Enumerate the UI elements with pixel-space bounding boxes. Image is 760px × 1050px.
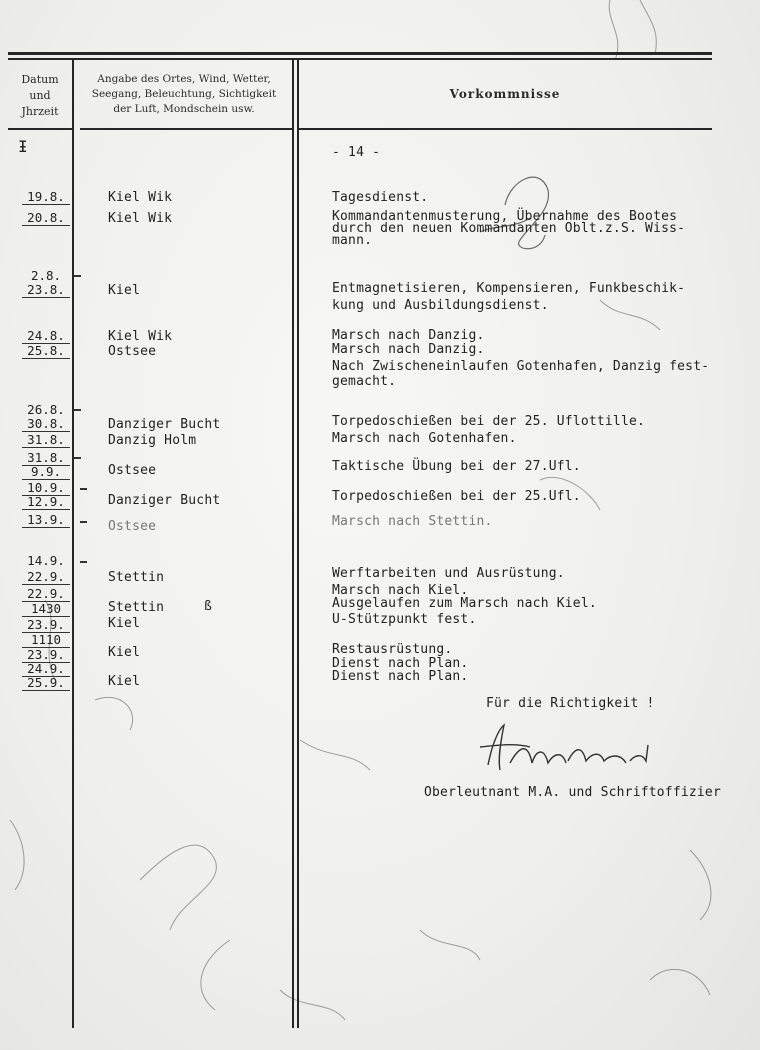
- event-entry: Restausrüstung.: [332, 642, 453, 657]
- date-range-dash: [80, 488, 87, 490]
- header-date-time: [8, 72, 72, 120]
- date-entry: 14.9.: [27, 553, 65, 568]
- date-entry: 20.8.: [22, 211, 70, 226]
- date-entry: 24.9.: [22, 662, 70, 677]
- event-entry: Tagesdienst.: [332, 190, 429, 205]
- date-entry: 13.9.: [22, 513, 70, 528]
- place-entry: Kiel Wik: [108, 329, 173, 344]
- event-entry: Werftarbeiten und Ausrüstung.: [332, 566, 565, 581]
- date-entry: 2.8.: [30, 268, 62, 283]
- date-entry: 12.9.: [22, 495, 70, 510]
- event-entry: Taktische Übung bei der 27.Ufl.: [332, 459, 581, 474]
- place-entry: Ostsee: [108, 344, 157, 359]
- date-range-dash: [74, 457, 81, 459]
- event-entry: Ausgelaufen zum Marsch nach Kiel.: [332, 596, 597, 611]
- top-rule-thick: [8, 52, 712, 55]
- event-entry: Marsch nach Stettin.: [332, 514, 493, 529]
- place-entry: Ostsee: [108, 519, 157, 534]
- date-entry: 1110: [22, 633, 70, 648]
- place-entry: Kiel Wik: [108, 211, 173, 226]
- certification-line: Für die Richtigkeit !: [486, 696, 655, 711]
- place-entry: Danziger Bucht: [108, 417, 221, 432]
- event-entry: Nach Zwischeneinlaufen Gotenhafen, Danzig fest-: [332, 359, 710, 374]
- place-entry: Danziger Bucht: [108, 493, 221, 508]
- header-rule-mid: [80, 128, 292, 130]
- date-entry: 9.9.: [22, 465, 70, 480]
- event-entry: Marsch nach Kiel.: [332, 583, 469, 598]
- place-entry: Kiel: [108, 645, 141, 660]
- date-range-dash: [80, 521, 87, 523]
- date-entry: 22.9.: [22, 587, 70, 602]
- column-divider-2a: [292, 58, 294, 1028]
- top-rule-thin: [8, 58, 712, 60]
- event-entry: Kommandantenmusterung, Übernahme des Bootes: [332, 209, 678, 224]
- place-entry: Kiel: [108, 283, 141, 298]
- date-range-dash: [74, 275, 81, 277]
- place-entry: Stettin: [108, 600, 165, 615]
- date-entry: 1430: [22, 602, 70, 617]
- header-date-line2: und: [29, 89, 51, 102]
- place-entry: Kiel: [108, 674, 141, 689]
- header-location-line2: Seegang, Beleuchtung, Sichtigkeit: [91, 88, 277, 100]
- place-entry: Ostsee: [108, 463, 157, 478]
- event-entry: Torpedoschießen bei der 25. Uflottille.: [332, 414, 646, 429]
- handwritten-signature: [470, 715, 670, 785]
- header-location-weather: [76, 72, 292, 117]
- date-entry: 22.9.: [22, 570, 70, 585]
- date-entry: 23.9.: [22, 618, 70, 633]
- date-entry: 23.9.: [22, 648, 70, 663]
- place-entry: Stettin: [108, 570, 165, 585]
- event-entry: Marsch nach Danzig.: [332, 328, 485, 343]
- signature-title: Oberleutnant M.A. und Schriftoffizier: [424, 785, 721, 800]
- header-events: [298, 87, 712, 101]
- event-entry: mann.: [332, 233, 373, 248]
- event-entry: gemacht.: [332, 374, 397, 389]
- header-date-line1: Datum: [21, 73, 59, 86]
- event-entry: Marsch nach Danzig.: [332, 342, 485, 357]
- event-entry: U-Stützpunkt fest.: [332, 612, 477, 627]
- event-entry: Dienst nach Plan.: [332, 669, 469, 684]
- event-entry: Marsch nach Gotenhafen.: [332, 431, 517, 446]
- header-rule-left: [8, 128, 72, 130]
- date-entry: 24.8.: [22, 329, 70, 344]
- date-entry: 23.8.: [22, 283, 70, 298]
- date-entry: 31.8.: [22, 433, 70, 448]
- date-entry: 31.8.: [22, 451, 70, 466]
- page-number: - 14 -: [332, 145, 381, 160]
- column-divider-1: [72, 58, 74, 1028]
- date-entry: 25.8.: [22, 344, 70, 359]
- date-entry: 26.8.: [27, 402, 65, 417]
- date-entry: 30.8.: [22, 417, 70, 432]
- event-entry: durch den neuen Kommandanten Oblt.z.S. Wiss-: [332, 221, 686, 236]
- place-entry: Danzig Holm: [108, 433, 197, 448]
- date-entry: 10.9.: [22, 481, 70, 496]
- header-events-label: Vorkommnisse: [449, 87, 561, 101]
- header-rule-right: [298, 128, 712, 130]
- event-entry: Entmagnetisieren, Kompensieren, Funkbeschik-: [332, 281, 686, 296]
- margin-mark: Ɨ: [18, 137, 28, 156]
- event-entry: Torpedoschießen bei der 25.Ufl.: [332, 489, 581, 504]
- header-location-line1: Angabe des Ortes, Wind, Wetter,: [97, 73, 271, 85]
- event-entry: Dienst nach Plan.: [332, 656, 469, 671]
- event-entry: kung und Ausbildungsdienst.: [332, 298, 549, 313]
- place-entry: Kiel Wik: [108, 190, 173, 205]
- column-divider-2b: [297, 58, 299, 1028]
- ink-mark: ß: [204, 599, 213, 614]
- date-entry: 25.9.: [22, 676, 70, 691]
- place-entry: Kiel: [108, 616, 141, 631]
- date-range-dash: [74, 409, 81, 411]
- header-location-line3: der Luft, Mondschein usw.: [113, 103, 255, 115]
- date-entry: 19.8.: [22, 190, 70, 205]
- header-date-line3: Jhrzeit: [21, 105, 59, 118]
- date-range-dash: [80, 561, 87, 563]
